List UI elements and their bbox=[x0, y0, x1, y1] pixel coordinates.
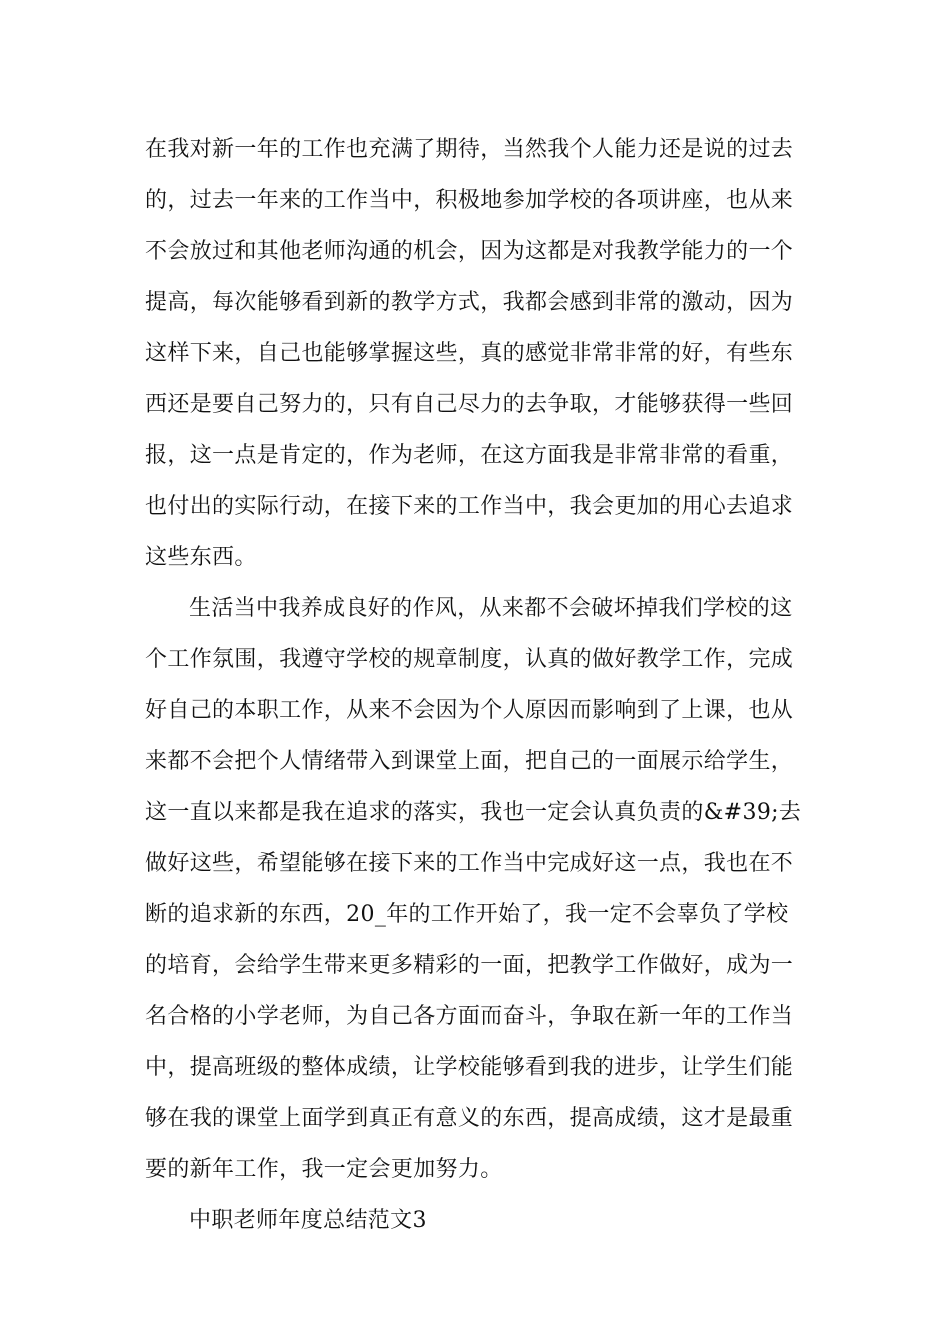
section-heading: 中职老师年度总结范文3 bbox=[189, 1208, 427, 1233]
paragraph-2: 生活当中我养成良好的作风，从来都不会破坏掉我们学校的这个工作氛围，我遵守学校的规章制度，认真的做好教学工作，完成好自己的本职工作，从来不会因为个人原因而影响到了上课，也从来都不会把个人情绪带入到课堂上面，把自己的一面展示给学生，这一直以来都是我在追求的落实，我也一定会认真负责的&#39;去做好这些，希望能够在接下来的工作当中完成好这一点，我也在不断的追求新的东西，20_年的工作开始了，我一定不会辜负了学校的培育，会给学生带来更多精彩的一面，把教学工作做好，成为一名合格的小学老师，为自己各方面而奋斗，争取在新一年的工作当中，提高班级的整体成绩，让学校能够看到我的进步，让学生们能够在我的课堂上面学到真正有意义的东西，提高成绩，这才是最重要的新年工作，我一定会更加努力。 bbox=[145, 596, 802, 1182]
paragraph-1: 在我对新一年的工作也充满了期待，当然我个人能力还是说的过去的，过去一年来的工作当中，积极地参加学校的各项讲座，也从来不会放过和其他老师沟通的机会，因为这都是对我教学能力的一个提高，每次能够看到新的教学方式，我都会感到非常的激动，因为这样下来，自己也能够掌握这些，真的感觉非常非常的好，有些东西还是要自己努力的，只有自己尽力的去争取，才能够获得一些回报，这一点是肯定的，作为老师，在这方面我是非常非常的看重，也付出的实际行动，在接下来的工作当中，我会更加的用心去追求这些东西。 bbox=[145, 137, 794, 570]
document-body bbox=[145, 124, 807, 1246]
